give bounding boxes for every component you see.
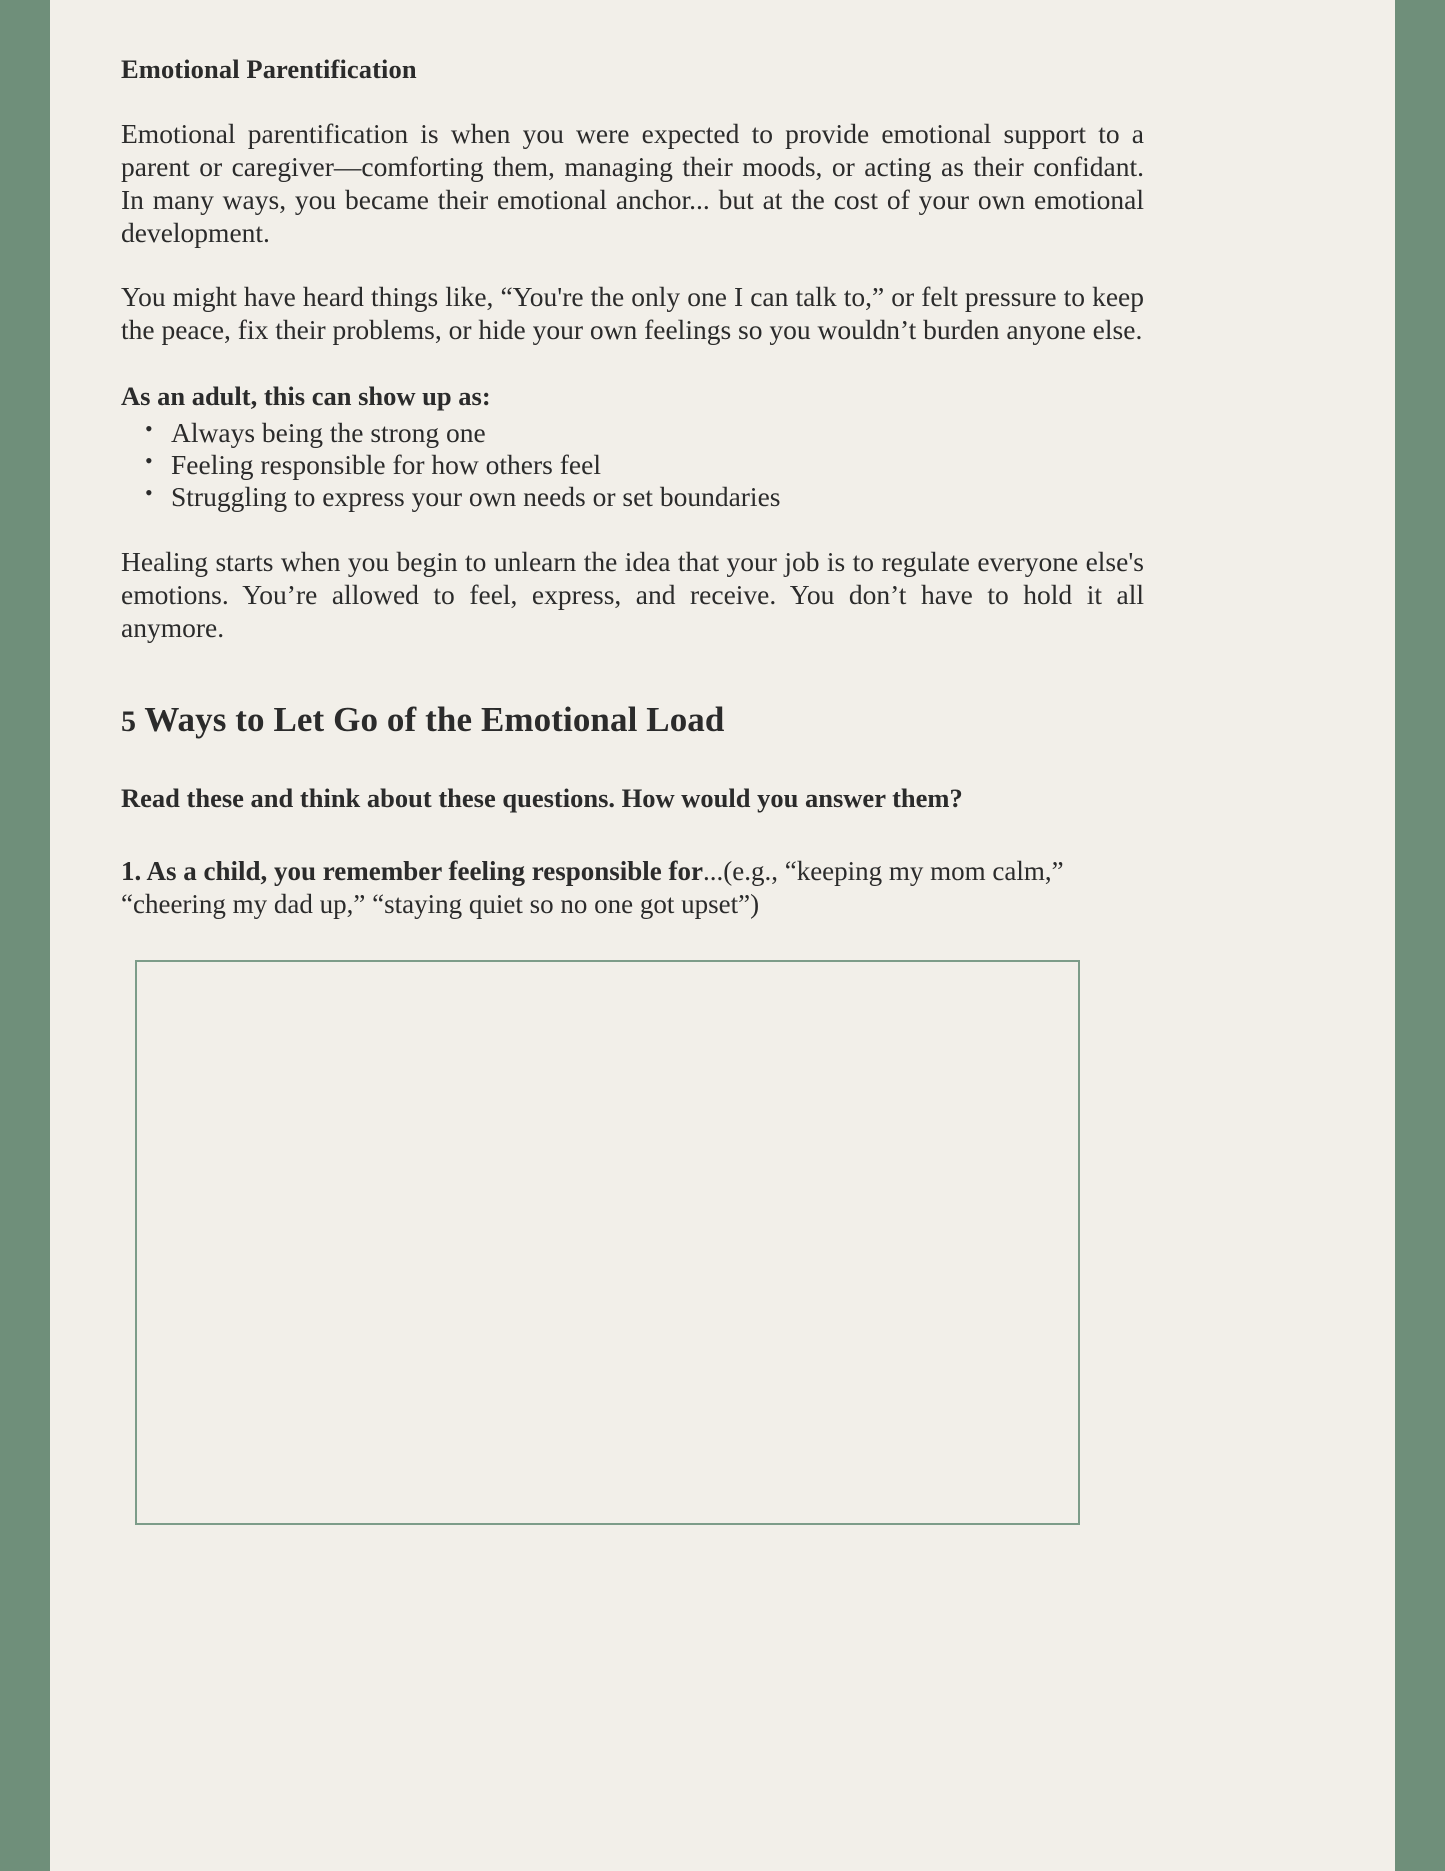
list-lead-in: As an adult, this can show up as: [121,380,491,411]
list-item: • Struggling to express your own needs or set boundaries [121,481,1144,513]
list-item: • Always being the strong one [121,417,1144,449]
section-subheading: Emotional Parentification [121,54,417,84]
page-title [121,644,1144,741]
list-item: • Feeling responsible for how others feel [121,449,1144,481]
question-1 [121,815,1144,923]
question-1-examples: ...(e.g., “keeping my mom calm,” “cheering my dad up,” “staying quiet so no one got upset”) [121,855,1064,920]
intro-paragraph-1: Emotional parentification is when you were expected to provide emotional support to a parent or caregiver—comforting them, managing their moods, or acting as their confidant. In many ways, you became their emotional anchor... but at the cost of your own emotional development. [121,117,1144,248]
section-title-text: Ways to Let Go of the Emotional Load [136,699,725,739]
intro-paragraph-2: You might have heard things like, “You're the only one I can talk to,” or felt pressure to keep the peace, fix their problems, or hide your own feelings so you wouldn’t burden anyone else. [121,280,1144,345]
paper-sheet [50,0,1395,1871]
symptoms-list [121,413,1144,514]
closing-paragraph: Healing starts when you begin to unlearn the idea that your job is to regulate everyone else's emotions. You’re allowed to feel, express, and receive. You don’t have to hold it all anymore. [121,545,1144,643]
document-content [121,0,1144,1871]
answer-box-question-1[interactable] [135,960,1080,1525]
instruction-text: Read these and think about these questions. How would you answer them? [121,782,963,813]
section-title-number: 5 [121,704,137,738]
question-1-prompt: 1. As a child, you remember feeling responsible for [121,855,703,886]
